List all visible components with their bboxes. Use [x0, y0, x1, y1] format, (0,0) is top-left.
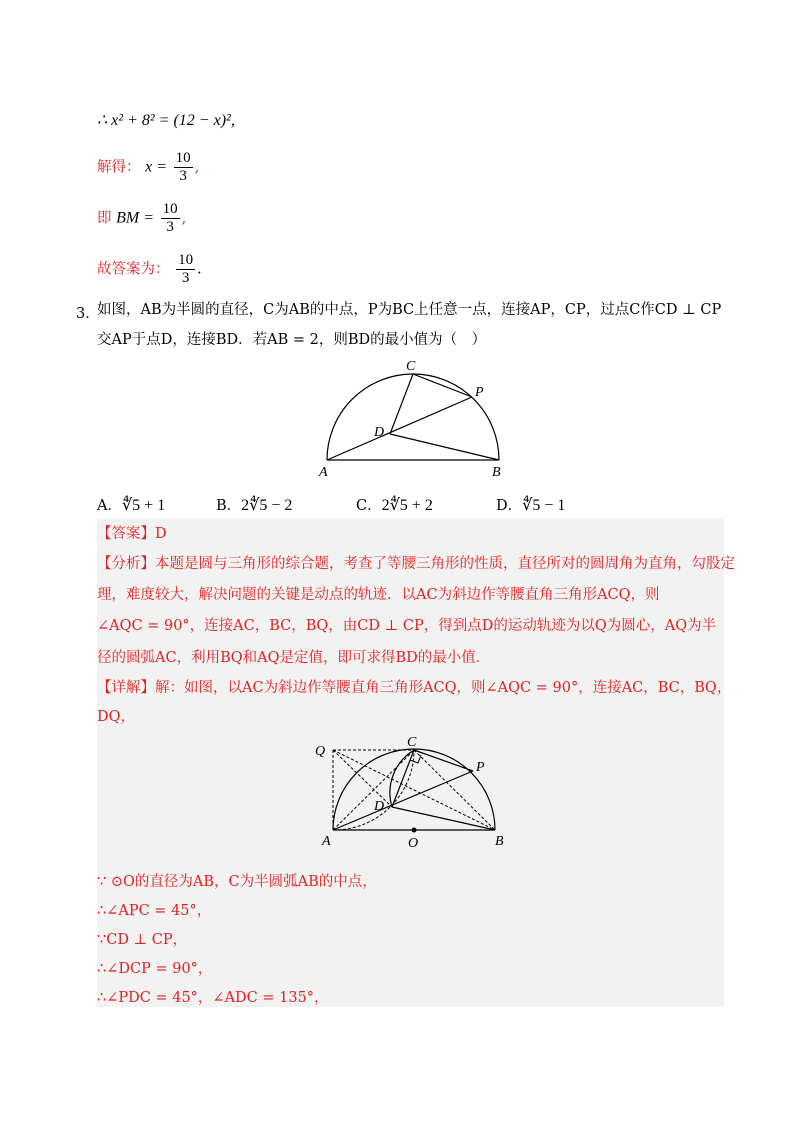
step-1: ∵ ⊙O的直径为AB，C为半圆弧AB的中点， — [97, 874, 377, 890]
label-c: C — [406, 359, 416, 374]
label-q: Q — [315, 744, 326, 759]
equation-line: ∴ x² + 8² = (12 − x)², — [97, 112, 235, 129]
option-a: A．∜5 + 1 — [97, 497, 166, 514]
option-b: B．2∜5 − 2 — [216, 497, 293, 514]
label-d: D — [374, 425, 385, 440]
option-d: D．∜5 − 1 — [496, 497, 566, 514]
construction-figure — [310, 735, 525, 855]
question-text-2: 交AP于点D，连接BD．若AB = 2，则BD的最小值为（ ） — [97, 332, 487, 348]
analysis-line-3: ∠AQC = 90°，连接AC，BC，BQ，由CD ⊥ CP，得到点D的运动轨迹为以Q为圆心，AQ为半 — [97, 618, 717, 634]
analysis-line-4: 径的圆弧AC，利用BQ和AQ是定值，即可求得BD的最小值． — [97, 650, 491, 666]
answer-label: 【答案】D — [97, 526, 167, 542]
step-2: ∴∠APC = 45°， — [97, 903, 212, 919]
label-b: B — [495, 834, 504, 849]
label-c: C — [407, 735, 417, 750]
fraction: $\frac{10}{3}$ — [162, 201, 178, 235]
step-5: ∴∠PDC = 45°，∠ADC = 135°， — [97, 990, 329, 1006]
detail-line-1: 【详解】解：如图，以AC为斜边作等腰直角三角形ACQ，则∠AQC = 90°，连接AC，BC，BQ， — [97, 680, 732, 696]
step-3: ∵CD ⊥ CP， — [97, 932, 188, 948]
question-number: 3． — [76, 306, 100, 322]
label-p: P — [475, 385, 484, 400]
answer-line: 故答案为： $\frac{10}{3}$ . — [97, 252, 202, 286]
step-4: ∴∠DCP = 90°， — [97, 961, 213, 977]
semicircle-figure — [315, 358, 515, 483]
label-a: A — [322, 834, 331, 849]
analysis-line-2: 理，难度较大，解决问题的关键是动点的轨迹．以AC为斜边作等腰直角三角形ACQ，则 — [97, 587, 660, 603]
label-d: D — [374, 799, 385, 814]
label-o: O — [408, 836, 419, 851]
label-a: A — [319, 465, 328, 480]
label-p: P — [476, 760, 485, 775]
detail-line-2: DQ， — [97, 709, 136, 725]
fraction: $\frac{10}{3}$ — [178, 252, 194, 286]
label-b: B — [492, 465, 501, 480]
question-text-1: 如图，AB为半圆的直径，C为AB的中点，P为BC上任意一点，连接AP，CP，过点C作CD ⊥ CP — [97, 302, 722, 318]
analysis-line-1: 【分析】本题是圆与三角形的综合题，考查了等腰三角形的性质，直径所对的圆周角为直角，勾股定 — [97, 556, 735, 572]
solve-line: 解得： x = $\frac{10}{3}$ , — [97, 150, 200, 184]
bm-line: 即 BM = $\frac{10}{3}$ , — [97, 201, 187, 235]
fraction: $\frac{10}{3}$ — [175, 150, 191, 184]
option-c: C．2∜5 + 2 — [356, 497, 433, 514]
